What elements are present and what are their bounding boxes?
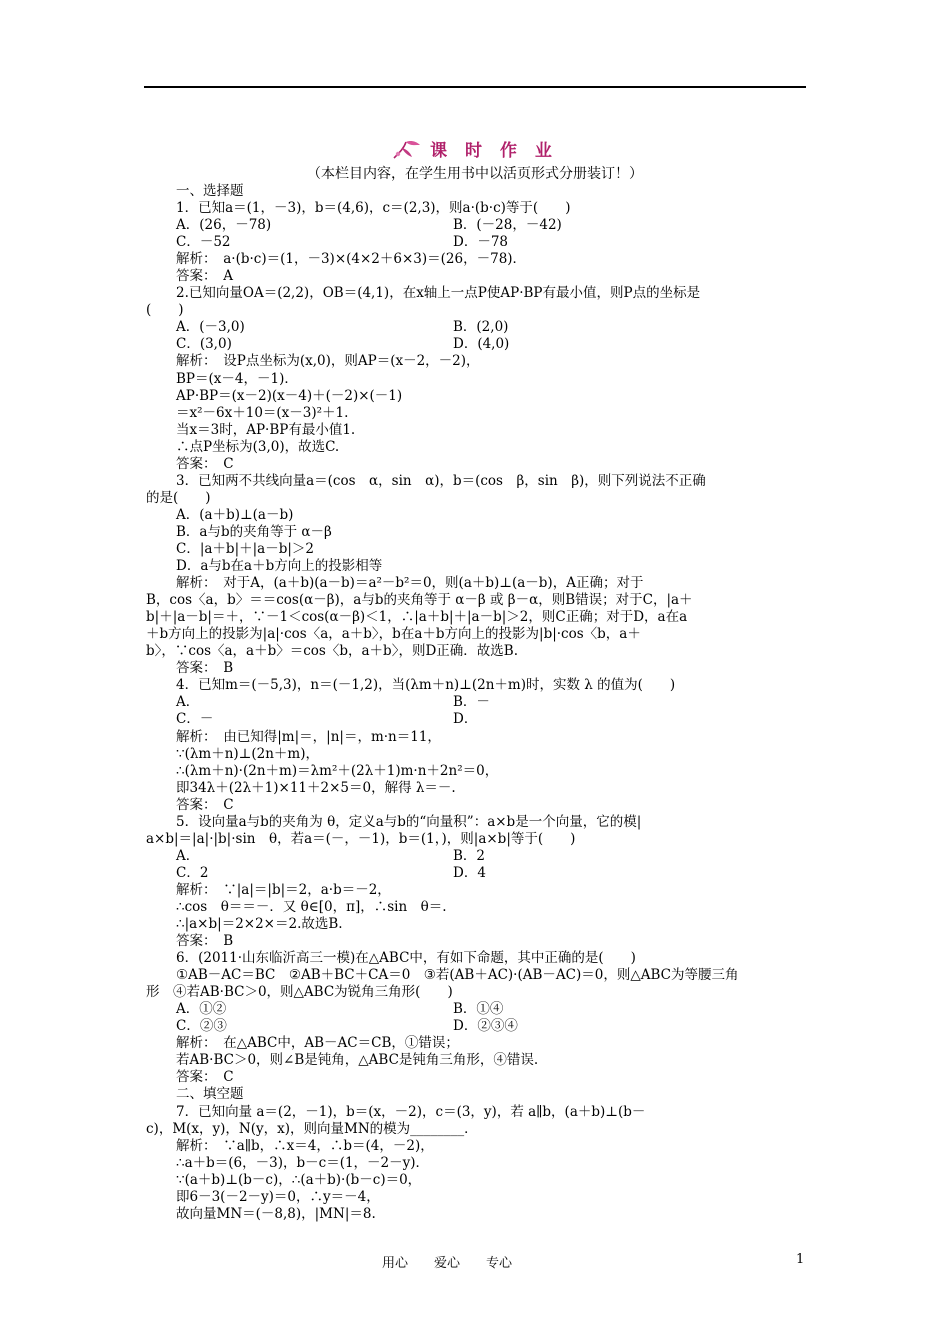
text-line: 答案： C bbox=[176, 796, 234, 813]
option-left: A． bbox=[176, 694, 200, 711]
option-left: A．(26，－78) bbox=[176, 217, 272, 234]
text-line: 1．已知a＝(1，－3)，b＝(4,6)，c＝(2,3)，则a·(b·c)等于( ) bbox=[176, 200, 571, 217]
option-left: C．(3,0) bbox=[176, 336, 232, 353]
text-line: b〉，∵cos〈a，a＋b〉＝cos〈b，a＋b〉，则D正确．故选B. bbox=[146, 643, 518, 660]
text-line: 答案： A bbox=[176, 268, 233, 285]
option-left: C．②③ bbox=[176, 1018, 227, 1035]
page-subtitle: （本栏目内容，在学生用书中以活页形式分册装订！） bbox=[307, 166, 643, 182]
text-line: 解析： ∵|a|＝|b|＝2，a·b＝－2， bbox=[176, 881, 391, 898]
text-line: C．|a＋b|＋|a－b|＞2 bbox=[176, 540, 314, 557]
text-line: 答案： C bbox=[176, 455, 234, 472]
option-right: B．(－28，－42) bbox=[453, 217, 562, 234]
text-line: 一、选择题 bbox=[176, 183, 244, 199]
option-row bbox=[146, 319, 806, 336]
text-line: ①AB－AC＝BC ②AB＋BC＋CA＝0 ③若(AB＋AC)·(AB－AC)＝0，则△ABC为等腰三角 bbox=[176, 967, 739, 984]
option-left: C．－ bbox=[176, 711, 214, 728]
text-line: 即6－3(－2－y)＝0，∴y＝－4， bbox=[176, 1188, 380, 1205]
text-line: ∴cos θ＝＝－．又 θ∈[0，π]，∴sin θ＝. bbox=[176, 898, 447, 915]
text-line: BP＝(x－4，－1)． bbox=[176, 370, 298, 387]
option-right: D．－78 bbox=[453, 234, 509, 251]
section-logo bbox=[392, 136, 558, 161]
option-row bbox=[146, 711, 806, 728]
section-header bbox=[0, 136, 950, 164]
text-line: 即34λ＋(2λ＋1)×11＋2×5＝0，解得 λ＝－. bbox=[176, 779, 456, 796]
text-line: 解析： 在△ABC中，AB－AC＝CB，①错误； bbox=[176, 1035, 459, 1052]
text-line: 当x＝3时，AP·BP有最小值1. bbox=[176, 421, 356, 438]
text-line: a×b|＝|a|·|b|·sin θ，若a＝(－，－1)，b＝(1，)，则|a×b|等于( ) bbox=[146, 830, 576, 847]
text-line: 解析： ∵a∥b，∴x＝4，∴b＝(4，－2)， bbox=[176, 1137, 434, 1154]
text-line: 解析： a·(b·c)＝(1，－3)×(4×2＋6×3)＝(26，－78)． bbox=[176, 251, 527, 268]
text-line: ＋b方向上的投影为|a|·cos〈a，a＋b〉，b在a＋b方向上的投影为|b|·cos〈b，a＋ bbox=[146, 626, 641, 643]
option-left: C．2 bbox=[176, 864, 209, 881]
option-right: B．2 bbox=[453, 847, 486, 864]
option-right: D． bbox=[453, 711, 478, 728]
text-line: 故向量MN＝(－8,8)，|MN|＝8. bbox=[176, 1205, 376, 1222]
text-line: c)，M(x，y)，N(y，x)，则向量MN的模为________． bbox=[146, 1120, 478, 1137]
option-row bbox=[146, 848, 806, 865]
text-line: 6．(2011·山东临沂高三一模)在△ABC中，有如下命题，其中正确的是( ) bbox=[176, 950, 636, 967]
text-line: B．a与b的夹角等于 α－β bbox=[176, 523, 332, 540]
option-left: A．(－3,0) bbox=[176, 319, 245, 336]
text-line: ( ) bbox=[146, 302, 184, 319]
text-line: B，cos〈a，b〉＝＝cos(α－β)，a与b的夹角等于 α－β 或 β－α，则B错误；对于C，|a＋ bbox=[146, 592, 693, 609]
text-line: A．(a＋b)⊥(a－b) bbox=[176, 506, 294, 523]
option-right: D．4 bbox=[453, 864, 486, 881]
option-row bbox=[146, 694, 806, 711]
document-body bbox=[146, 183, 806, 1223]
text-line: 答案： B bbox=[176, 933, 234, 950]
option-right: B．(2,0) bbox=[453, 319, 509, 336]
text-line: b|＋|a－b|＝＋，∵－1＜cos(α－β)＜1，∴|a＋b|＋|a－b|＞2，则C正确；对于D，a在a bbox=[146, 609, 688, 626]
text-line: 若AB·BC＞0，则∠B是钝角，△ABC是钝角三角形，④错误. bbox=[176, 1052, 539, 1069]
option-row bbox=[146, 1001, 806, 1018]
text-line: D．a与b在a＋b方向上的投影相等 bbox=[176, 558, 383, 575]
option-row bbox=[146, 865, 806, 882]
text-line: ∵(a＋b)⊥(b－c)，∴(a＋b)·(b－c)＝0， bbox=[176, 1171, 422, 1188]
option-row bbox=[146, 234, 806, 251]
option-right: B．①④ bbox=[453, 1001, 504, 1018]
text-line: 解析： 设P点坐标为(x,0)，则AP＝(x－2，－2)， bbox=[176, 353, 480, 370]
text-line: AP·BP＝(x－2)(x－4)＋(－2)×(－1) bbox=[176, 387, 403, 404]
text-line: ∴点P坐标为(3,0)，故选C. bbox=[176, 438, 340, 455]
text-line: 答案： C bbox=[176, 1069, 234, 1086]
page-number: 1 bbox=[796, 1252, 805, 1267]
text-line: 4．已知m＝(－5,3)，n＝(－1,2)，当(λm＋n)⊥(2n＋m)时，实数 λ 的值为( ) bbox=[176, 677, 676, 694]
option-right: D．②③④ bbox=[453, 1018, 518, 1035]
header-rule bbox=[144, 86, 806, 88]
text-line: 形 ④若AB·BC＞0，则△ABC为锐角三角形( ) bbox=[146, 984, 453, 1001]
text-line: 3．已知两不共线向量a＝(cos α，sin α)，b＝(cos β，sin β)，则下列说法不正确 bbox=[176, 472, 706, 489]
text-line: 5．设向量a与b的夹角为 θ，定义a与b的“向量积”：a×b是一个向量，它的模| bbox=[176, 813, 642, 830]
text-line: 答案： B bbox=[176, 660, 234, 677]
option-right: D．(4,0) bbox=[453, 336, 510, 353]
option-left: A． bbox=[176, 847, 200, 864]
text-line: ∵(λm＋n)⊥(2n＋m)， bbox=[176, 745, 319, 762]
flower-icon bbox=[392, 138, 424, 160]
footer-motto: 用心 爱心 专心 bbox=[382, 1256, 513, 1271]
text-line: 7．已知向量 a＝(2，－1)，b＝(x，－2)，c＝(3，y)，若 a∥b，(a＋b)⊥(b－ bbox=[176, 1103, 646, 1120]
text-line: 2.已知向量OA＝(2,2)，OB＝(4,1)，在x轴上一点P使AP·BP有最小值，则P点的坐标是 bbox=[176, 285, 701, 302]
option-left: C．－52 bbox=[176, 234, 231, 251]
page-title: 课 时 作 业 bbox=[430, 141, 558, 161]
text-line: ∴a＋b＝(6，－3)，b－c＝(1，－2－y)． bbox=[176, 1154, 430, 1171]
text-line: 解析： 由已知得|m|＝，|n|＝，m·n＝11， bbox=[176, 728, 441, 745]
option-right: B．－ bbox=[453, 694, 490, 711]
text-line: ∴(λm＋n)·(2n＋m)＝λm²＋(2λ＋1)m·n＋2n²＝0， bbox=[176, 762, 499, 779]
option-left: A．①② bbox=[176, 1001, 227, 1018]
text-line: ∴|a×b|＝2×2×＝2.故选B. bbox=[176, 916, 343, 933]
option-row bbox=[146, 1018, 806, 1035]
text-line: 解析： 对于A，(a＋b)(a－b)＝a²－b²＝0，则(a＋b)⊥(a－b)，A正确；对于 bbox=[176, 575, 644, 592]
text-line: ＝x²－6x＋10＝(x－3)²＋1. bbox=[176, 404, 349, 421]
text-line: 二、填空题 bbox=[176, 1086, 244, 1103]
option-row bbox=[146, 217, 806, 234]
option-row bbox=[146, 336, 806, 353]
text-line: 的是( ) bbox=[146, 489, 211, 506]
